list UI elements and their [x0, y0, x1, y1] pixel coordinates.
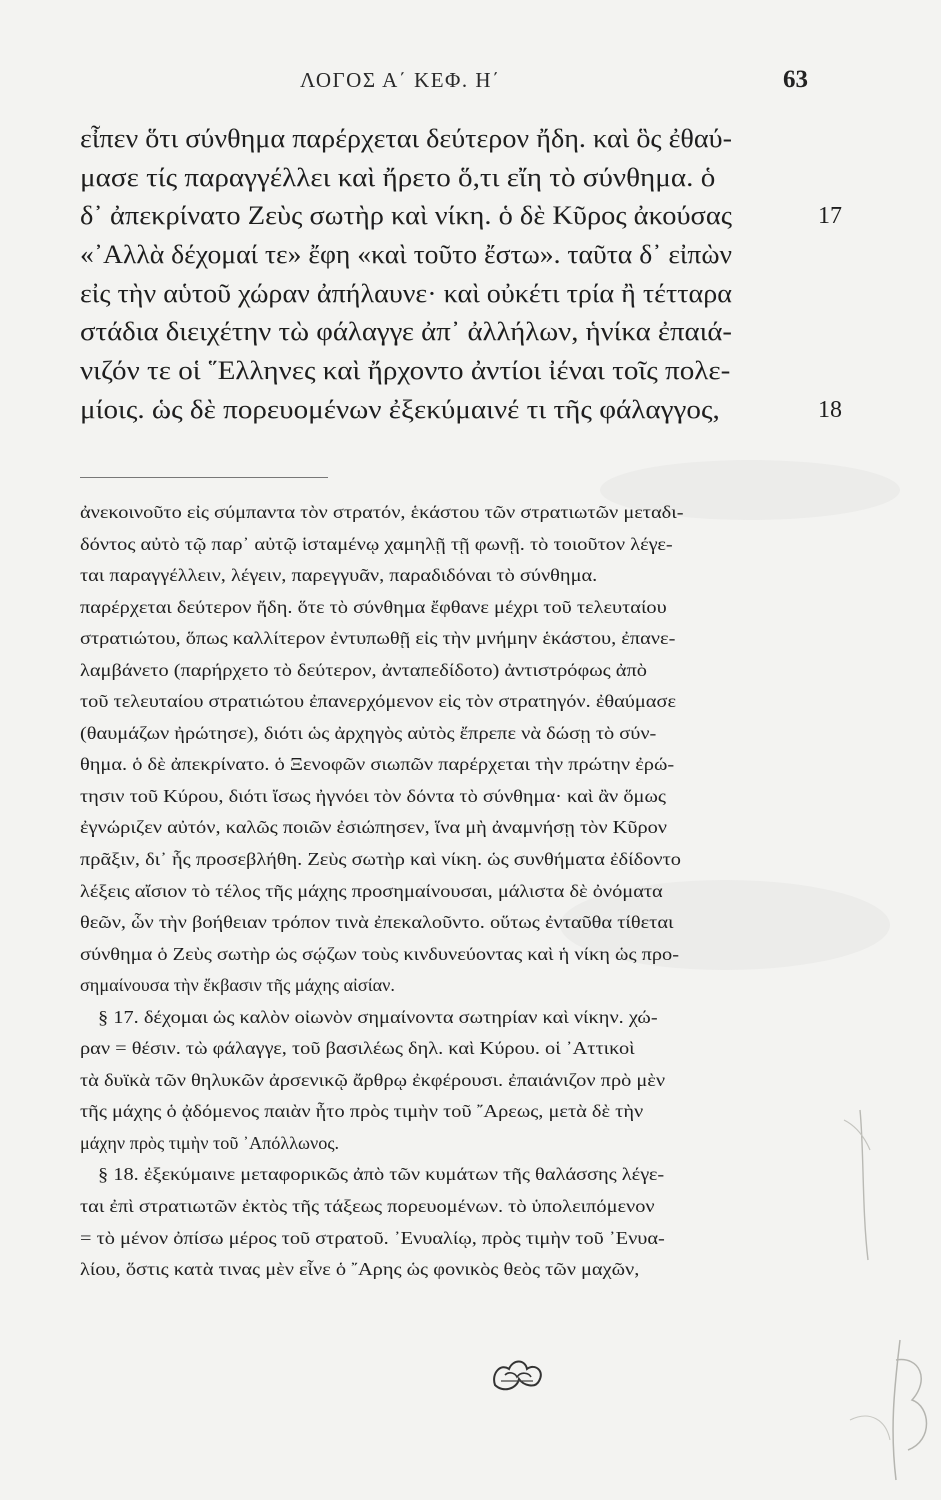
note-line: [80, 907, 840, 939]
text-line: [80, 120, 840, 159]
note-line: [80, 655, 840, 687]
note-line-content: τοῦ τελευταίου στρατιώτου ἐπανερχόμενον εἰς τὸν στρατηγόν. ἐθαύμασε: [80, 691, 677, 712]
text-line-content: νιζόν τε οἱ ῞Ελληνες καὶ ἤρχοντο ἀντίοι ἰέναι τοῖς πολε-: [80, 356, 731, 386]
note-line-content: θημα. ὁ δὲ ἀπεκρίνατο. ὁ Ξενοφῶν σιωπῶν παρέρχεται τὴν πρώτην ἐρώ-: [80, 754, 675, 775]
note-line: [80, 497, 840, 529]
note-line-content: τῆς μάχης ὁ ᾀδόμενος παιὰν ἦτο πρὸς τιμὴν τοῦ ῎Αρεως, μετὰ δὲ τὴν: [80, 1101, 644, 1122]
text-line: [80, 352, 840, 391]
note-line-content: (θαυμάζων ἠρώτησε), διότι ὡς ἀρχηγὸς αὐτὸς ἔπρεπε νὰ δώσῃ τὸ σύν-: [80, 722, 657, 743]
note-line: [80, 718, 840, 750]
text-line-content: στάδια διειχέτην τὼ φάλαγγε ἀπ᾽ ἀλλήλων, ἡνίκα ἐπαιά-: [80, 317, 732, 347]
pencil-scribble-icon: [830, 1090, 940, 1500]
note-line: [80, 1254, 840, 1286]
text-line: [80, 159, 840, 198]
text-line: [80, 275, 840, 314]
note-line-content: στρατιώτου, ὅπως καλλίτερον ἐντυπωθῇ εἰς τὴν μνήμην ἑκάστου, ἐπανε-: [80, 628, 676, 649]
note-line: [80, 1223, 840, 1255]
text-line-content: μίοις. ὡς δὲ πορευομένων ἐξεκύμαινέ τι τῆς φάλαγγος,: [80, 394, 720, 424]
note-line-content: λέξεις αἴσιον τὸ τέλος τῆς μάχης προσημαίνουσαι, μάλιστα δὲ ὀνόματα: [80, 880, 663, 901]
note-line-content: πρᾶξιν, δι᾽ ἧς προσεβλήθη. Ζεὺς σωτὴρ καὶ νίκη. ὡς συνθήματα ἐδίδοντο: [80, 849, 681, 870]
note-line-content: ται παραγγέλλειν, λέγειν, παρεγγυᾶν, παραδιδόναι τὸ σύνθημα.: [80, 565, 598, 586]
note-line-content: τὰ δυϊκὰ τῶν θηλυκῶν ἀρσενικῷ ἄρθρῳ ἐκφέρουσι. ἐπαιάνιζον πρὸ μὲν: [80, 1069, 666, 1090]
main-text: [80, 120, 840, 430]
section-number: 17: [818, 203, 842, 230]
page-number: 63: [783, 66, 808, 93]
text-line: [80, 391, 840, 430]
note-line-content: = τὸ μένον ὀπίσω μέρος τοῦ στρατοῦ. ᾽Ενυαλίῳ, πρὸς τιμὴν τοῦ ᾽Ενυα-: [80, 1227, 665, 1248]
text-line: [80, 197, 840, 236]
note-line: [80, 560, 840, 592]
note-line-content: λαμβάνετο (παρήρχετο τὸ δεύτερον, ἀνταπεδίδοτο) ἀντιστρόφως ἀπὸ: [80, 659, 647, 680]
note-line: [80, 844, 840, 876]
text-line-content: «᾽Αλλὰ δέχομαί τε» ἔφη «καὶ τοῦτο ἔστω». ταῦτα δ᾽ εἰπὼν: [80, 240, 732, 270]
note-line: [80, 1191, 840, 1223]
note-line-content: θεῶν, ὧν τὴν βοήθειαν τρόπον τινὰ ἐπεκαλοῦντο. οὕτως ἐνταῦθα τίθεται: [80, 912, 674, 933]
text-line: [80, 236, 840, 275]
note-line-content: ἀνεκοινοῦτο εἰς σύμπαντα τὸν στρατόν, ἑκάστου τῶν στρατιωτῶν μεταδι-: [80, 502, 684, 522]
running-head: [0, 66, 941, 96]
note-line: [80, 876, 840, 908]
note-line: [80, 749, 840, 781]
note-line: [80, 781, 840, 813]
note-line-content: λίου, ὅστις κατὰ τινας μὲν εἶνε ὁ ῎Αρης ὡς φονικὸς θεὸς τῶν μαχῶν,: [80, 1259, 640, 1280]
note-line-content: σημαίνουσα τὴν ἔκβασιν τῆς μάχης αἰσίαν.: [80, 975, 395, 996]
text-line: [80, 313, 840, 352]
note-line: [80, 1065, 840, 1097]
note-line: [80, 623, 840, 655]
printer-mark-icon: [487, 1355, 547, 1395]
note-line: [80, 812, 840, 844]
note-line: [80, 1033, 840, 1065]
note-line: [80, 1002, 840, 1034]
note-line: [80, 1096, 840, 1128]
commentary-notes: [80, 497, 840, 1286]
note-line: [80, 686, 840, 718]
text-line-content: μασε τίς παραγγέλλει καὶ ἤρετο ὅ,τι εἴη τὸ σύνθημα. ὁ: [80, 162, 716, 192]
note-line-content: ται ἐπὶ στρατιωτῶν ἐκτὸς τῆς τάξεως πορευομένων. τὸ ὑπολειπόμενον: [80, 1196, 655, 1217]
note-line: [80, 939, 840, 971]
text-line-content: εἶπεν ὅτι σύνθημα παρέρχεται δεύτερον ἤδη. καὶ ὃς ἐθαύ-: [80, 124, 732, 153]
note-line-content: ραν = θέσιν. τὼ φάλαγγε, τοῦ βασιλέως δηλ. καὶ Κύρου. οἱ ᾽Αττικοὶ: [80, 1038, 635, 1059]
running-title: ΛΟΓΟΣ Α΄ ΚΕΦ. Η΄: [300, 68, 501, 92]
note-line: [80, 529, 840, 561]
note-line-content: ἐγνώριζεν αὐτόν, καλῶς ποιῶν ἐσιώπησεν, ἵνα μὴ ἀναμνήσῃ τὸν Κῦρον: [80, 817, 668, 838]
text-line-content: δ᾽ ἀπεκρίνατο Ζεὺς σωτὴρ καὶ νίκη. ὁ δὲ Κῦρος ἀκούσας: [80, 201, 732, 231]
note-line-content: μάχην πρὸς τιμὴν τοῦ ᾽Απόλλωνος.: [80, 1132, 340, 1153]
section-number: 18: [818, 396, 842, 423]
footnote-rule: [80, 477, 328, 478]
text-line-content: εἰς τὴν αὑτοῦ χώραν ἀπήλαυνε· καὶ οὐκέτι τρία ἢ τέτταρα: [80, 278, 732, 308]
note-line-content: § 17. δέχομαι ὡς καλὸν οἰωνὸν σημαίνοντα σωτηρίαν καὶ νίκην. χώ-: [98, 1006, 658, 1027]
note-line-content: παρέρχεται δεύτερον ἤδη. ὅτε τὸ σύνθημα ἔφθανε μέχρι τοῦ τελευταίου: [80, 596, 667, 617]
note-line-content: δόντος αὐτὸ τῷ παρ᾽ αὐτῷ ἱσταμένῳ χαμηλῇ τῇ φωνῇ. τὸ τοιοῦτον λέγε-: [80, 533, 673, 554]
note-line: [80, 592, 840, 624]
note-line: [80, 1128, 840, 1160]
note-line-content: σύνθημα ὁ Ζεὺς σωτὴρ ὡς σῴζων τοὺς κινδυνεύοντας καὶ ἡ νίκη ὡς προ-: [80, 943, 680, 964]
note-line-content: τησιν τοῦ Κύρου, διότι ἴσως ἠγνόει τὸν δόντα τὸ σύνθημα· καὶ ἂν ὅμως: [80, 785, 666, 806]
note-line: [80, 970, 840, 1002]
note-line: [80, 1159, 840, 1191]
note-line-content: § 18. ἐξεκύμαινε μεταφορικῶς ἀπὸ τῶν κυμάτων τῆς θαλάσσης λέγε-: [98, 1164, 665, 1185]
